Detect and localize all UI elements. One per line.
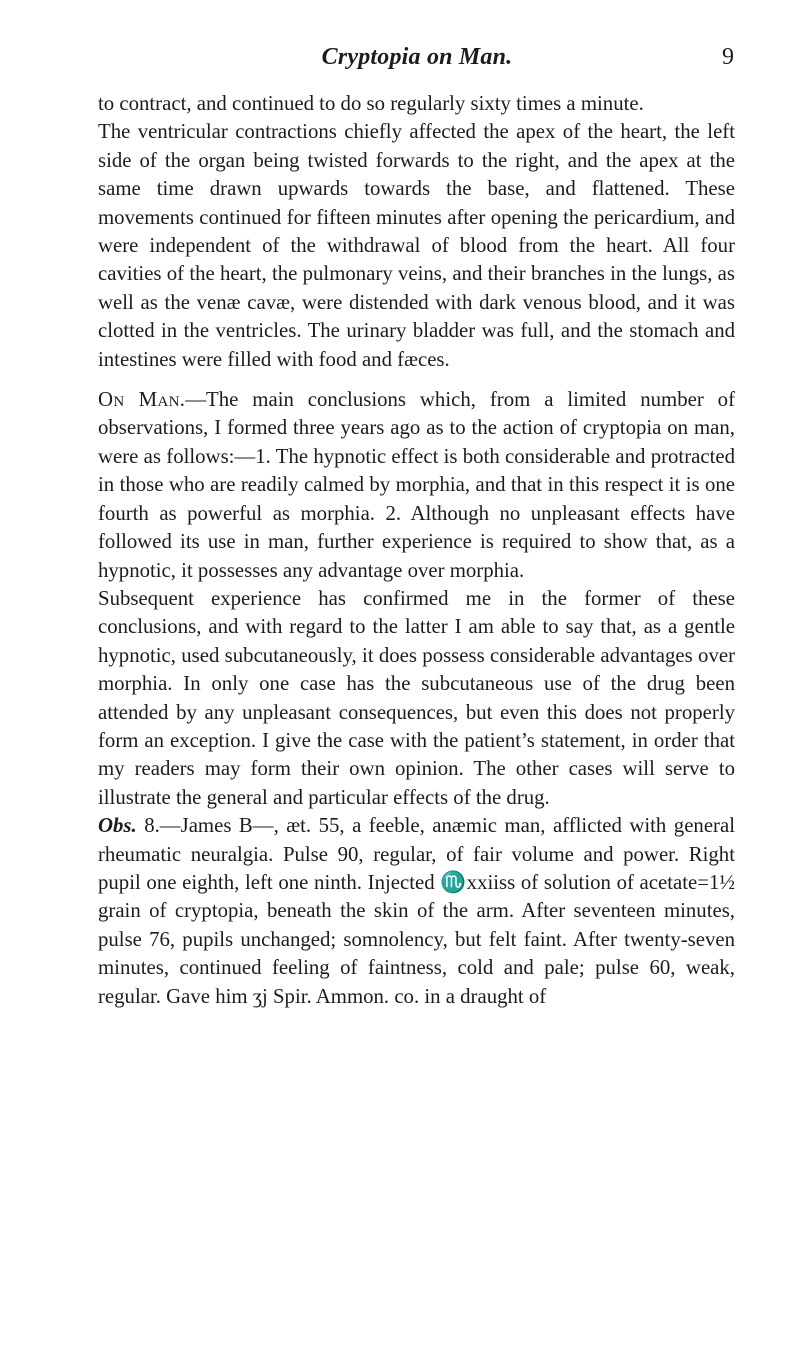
continuation-paragraph: to contract, and continued to do so regularly sixty times a minute. [98, 92, 644, 115]
paragraph-ventricular: The ventricular contractions chiefly affected the apex of the heart, the left side of the organ being twisted forwards to the right, and the apex at the same time drawn upwards towards the base, and flattened. These movements continued for fifteen minutes after opening the pericardium, and were independent of the withdrawal of blood from the heart. All four cavities of the heart, the pulmonary veins, and their branches in the lungs, as well as the venæ cavæ, were distended with dark venous blood, and it was clotted in the ventricles. The urinary bladder was full, and the stomach and intestines were filled with food and fæces. [98, 120, 735, 371]
body-text [98, 90, 735, 1011]
paragraph-observation [98, 812, 735, 1011]
running-title: Cryptopia on Man. [321, 44, 513, 70]
paragraph-subsequent: Subsequent experience has confirmed me in the former of these conclusions, and with regard to the latter I am able to say that, as a gentle hypnotic, used subcutaneously, it does possess considerable advantages over morphia. In only one case has the subcutaneous use of the drug been attended by any unpleasant consequences, but even this does not properly form an exception. I give the case with the patient’s statement, in order that my readers may form their own opinion. The other cases will serve to illustrate the general and particular effects of the drug. [98, 586, 735, 809]
paragraph-conclusions-text: —The main conclusions which, from a limited number of observations, I formed three years ago as to the action of cryptopia on man, were as follows:—1. The hypnotic effect is both considerable and protracted in those who are readily calmed by morphia, and that in this respect it is one fourth as powerful as morphia. 2. Although no unpleasant effects have followed its use in man, further experience is required to show that, as a hypnotic, it possesses any advantage over morphia. [98, 388, 735, 582]
page-number: 9 [722, 44, 734, 70]
section-heading: On Man. [98, 388, 186, 412]
observation-label: Obs. [98, 814, 137, 838]
paragraph-on-man [98, 386, 735, 585]
running-head [98, 44, 736, 80]
observation-text: 8.—James B—, æt. 55, a feeble, anæmic man, afflicted with general rheumatic neuralgia. Pulse 90, regular, of fair volume and power. Right pupil one eighth, left one ninth. Injected ♏xxiiss of solution of acetate=1½ grain of cryptopia, beneath the skin of the arm. After seventeen minutes, pulse 76, pupils unchanged; somnolency, but felt faint. After twenty-seven minutes, continued feeling of faintness, cold and pale; pulse 60, weak, regular. Gave him ʒj Spir. Ammon. co. in a draught of [98, 814, 735, 1008]
